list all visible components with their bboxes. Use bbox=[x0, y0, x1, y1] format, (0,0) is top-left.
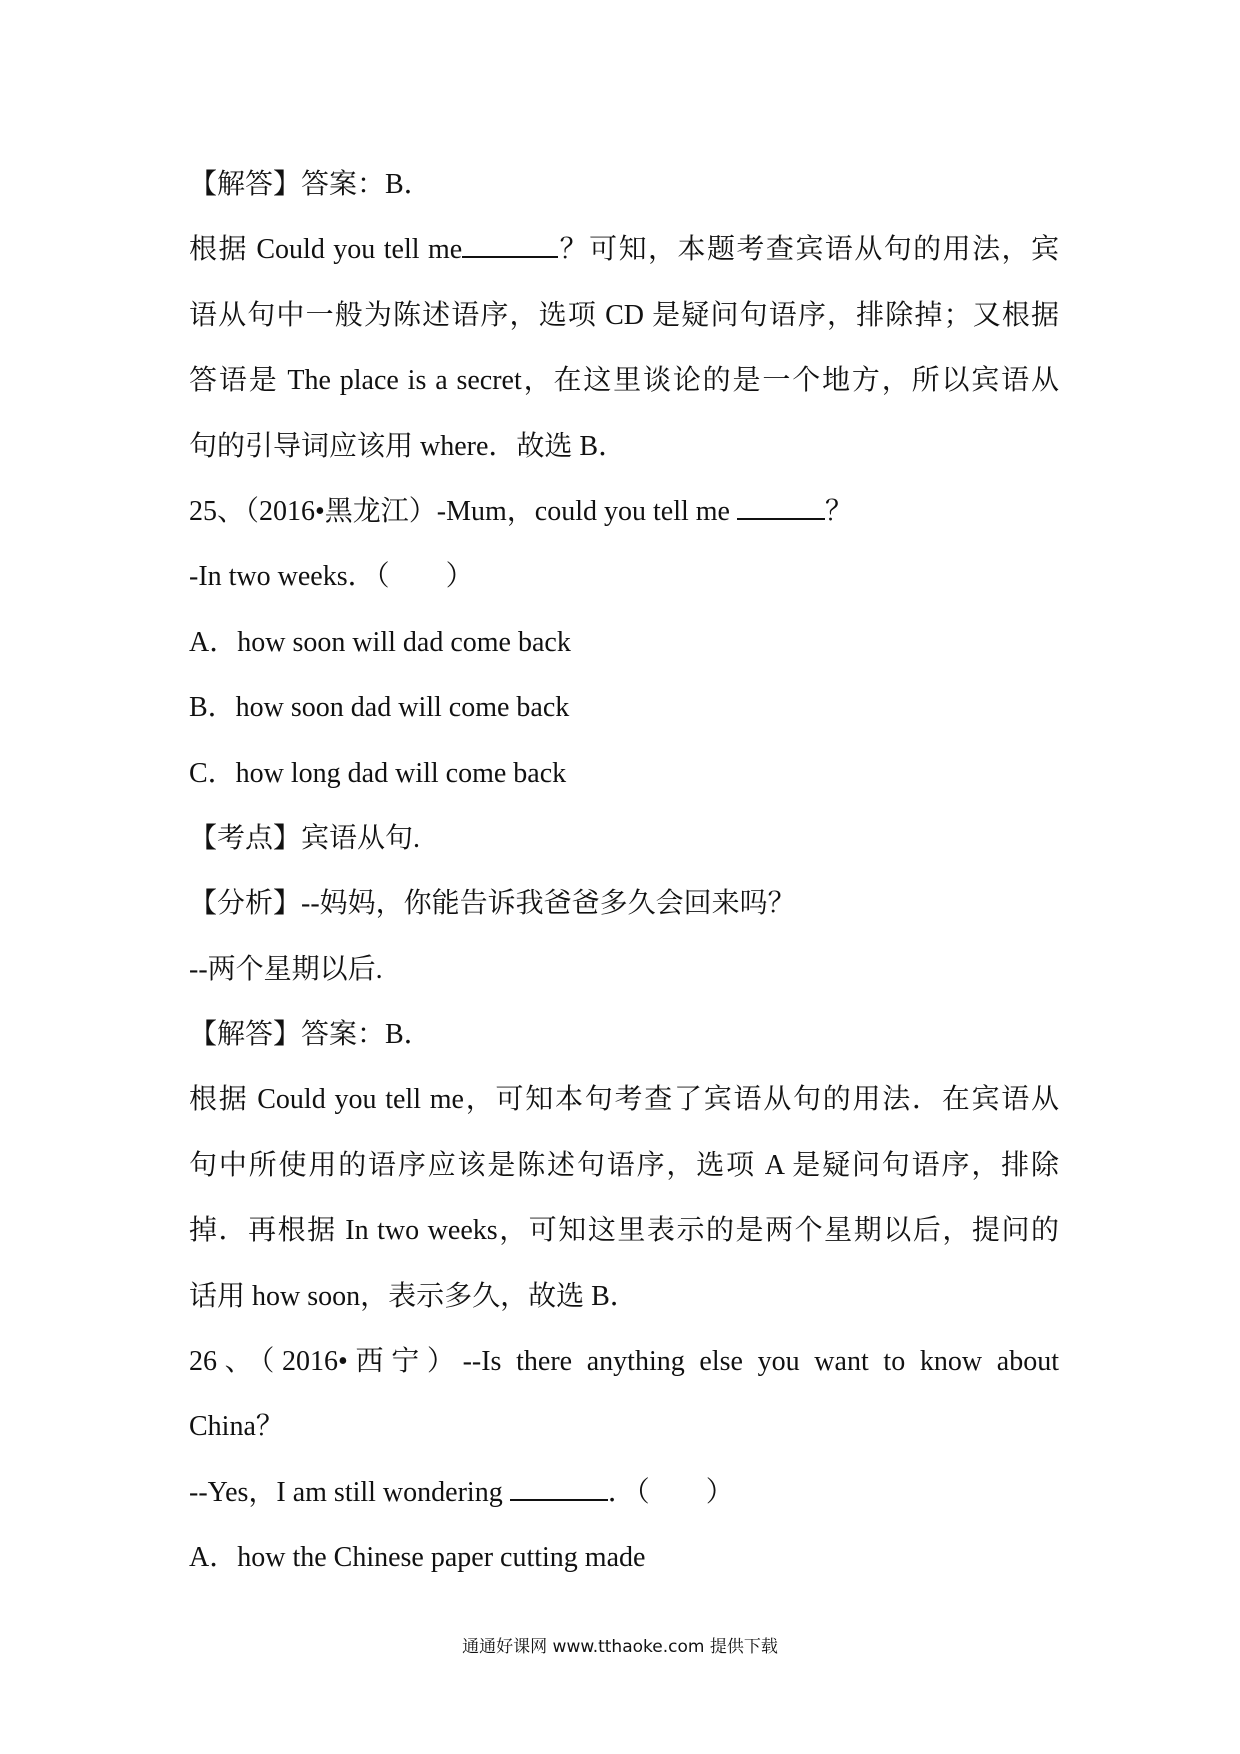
text-segment: 掉．再根据 In two weeks，可知这里表示的是两个星期以后，提问的 bbox=[189, 1215, 1059, 1247]
fill-blank bbox=[510, 1477, 608, 1501]
text-segment: 语从句中一般为陈述语序，选项 CD 是疑问句语序，排除掉；又根据 bbox=[189, 299, 1059, 331]
option-line bbox=[189, 741, 1059, 806]
text-segment: China？ bbox=[189, 1411, 284, 1443]
text-segment: --Yes，I am still wondering bbox=[189, 1476, 510, 1508]
fill-blank bbox=[462, 234, 558, 258]
page-content bbox=[189, 152, 1059, 1591]
text-segment: 25、（2016•黑龙江）-Mum，could you tell me bbox=[189, 495, 737, 527]
text-segment: -In two weeks．（ ） bbox=[189, 561, 474, 593]
text-segment: 【解答】答案：B． bbox=[189, 169, 432, 200]
question-line bbox=[189, 1394, 1059, 1459]
text-segment: C．how long dad will come back bbox=[189, 757, 567, 789]
text-segment: ？可知，本题考查宾语从句的用法，宾 bbox=[558, 234, 1059, 266]
text-segment: ？ bbox=[824, 495, 853, 527]
explanation-line bbox=[189, 1133, 1059, 1198]
explanation-line bbox=[189, 1067, 1059, 1132]
page-footer: 通通好课网 www.tthaoke.com 提供下载 bbox=[462, 1637, 778, 1657]
analysis-line bbox=[189, 937, 1059, 1002]
explanation-line bbox=[189, 283, 1059, 348]
answer-line bbox=[189, 1002, 1059, 1067]
explanation-line bbox=[189, 1198, 1059, 1263]
explanation-line bbox=[189, 1264, 1059, 1329]
question-line bbox=[189, 544, 1059, 609]
text-segment: 答语是 The place is a secret，在这里谈论的是一个地方，所以宾语从 bbox=[189, 365, 1059, 397]
question-line bbox=[189, 479, 1059, 544]
text-segment: 【考点】宾语从句. bbox=[189, 822, 421, 854]
option-line bbox=[189, 1525, 1059, 1590]
text-segment: 句的引导词应该用 where．故选 B． bbox=[189, 430, 627, 462]
text-segment: B．how soon dad will come back bbox=[189, 692, 570, 724]
option-line bbox=[189, 675, 1059, 740]
text-segment: 根据 Could you tell me bbox=[189, 234, 463, 266]
text-segment: 【解答】答案：B． bbox=[189, 1019, 432, 1051]
text-segment: 根据 Could you tell me，可知本句考查了宾语从句的用法．在宾语从 bbox=[189, 1084, 1059, 1116]
question-line bbox=[189, 1329, 1059, 1394]
text-segment: 【分析】--妈妈，你能告诉我爸爸多久会回来吗？ bbox=[189, 888, 796, 920]
text-segment: 26、（2016•西宁）--Is there anything else you want to know about bbox=[189, 1346, 1059, 1378]
option-line bbox=[189, 610, 1059, 675]
explanation-line bbox=[189, 414, 1059, 479]
fill-blank bbox=[737, 496, 825, 520]
explanation-line bbox=[189, 217, 1059, 282]
text-segment: 句中所使用的语序应该是陈述句语序，选项 A 是疑问句语序，排除 bbox=[189, 1149, 1059, 1181]
text-segment: A．how the Chinese paper cutting made bbox=[189, 1542, 646, 1574]
text-segment: A．how soon will dad come back bbox=[189, 626, 571, 658]
question-line bbox=[189, 1460, 1059, 1525]
text-segment: ．（ ） bbox=[607, 1476, 734, 1508]
explanation-line bbox=[189, 348, 1059, 413]
text-segment: --两个星期以后. bbox=[189, 953, 383, 985]
text-segment: 话用 how soon，表示多久，故选 B． bbox=[189, 1280, 638, 1312]
analysis-line bbox=[189, 871, 1059, 936]
answer-line bbox=[189, 152, 1059, 217]
key-point-line bbox=[189, 806, 1059, 871]
